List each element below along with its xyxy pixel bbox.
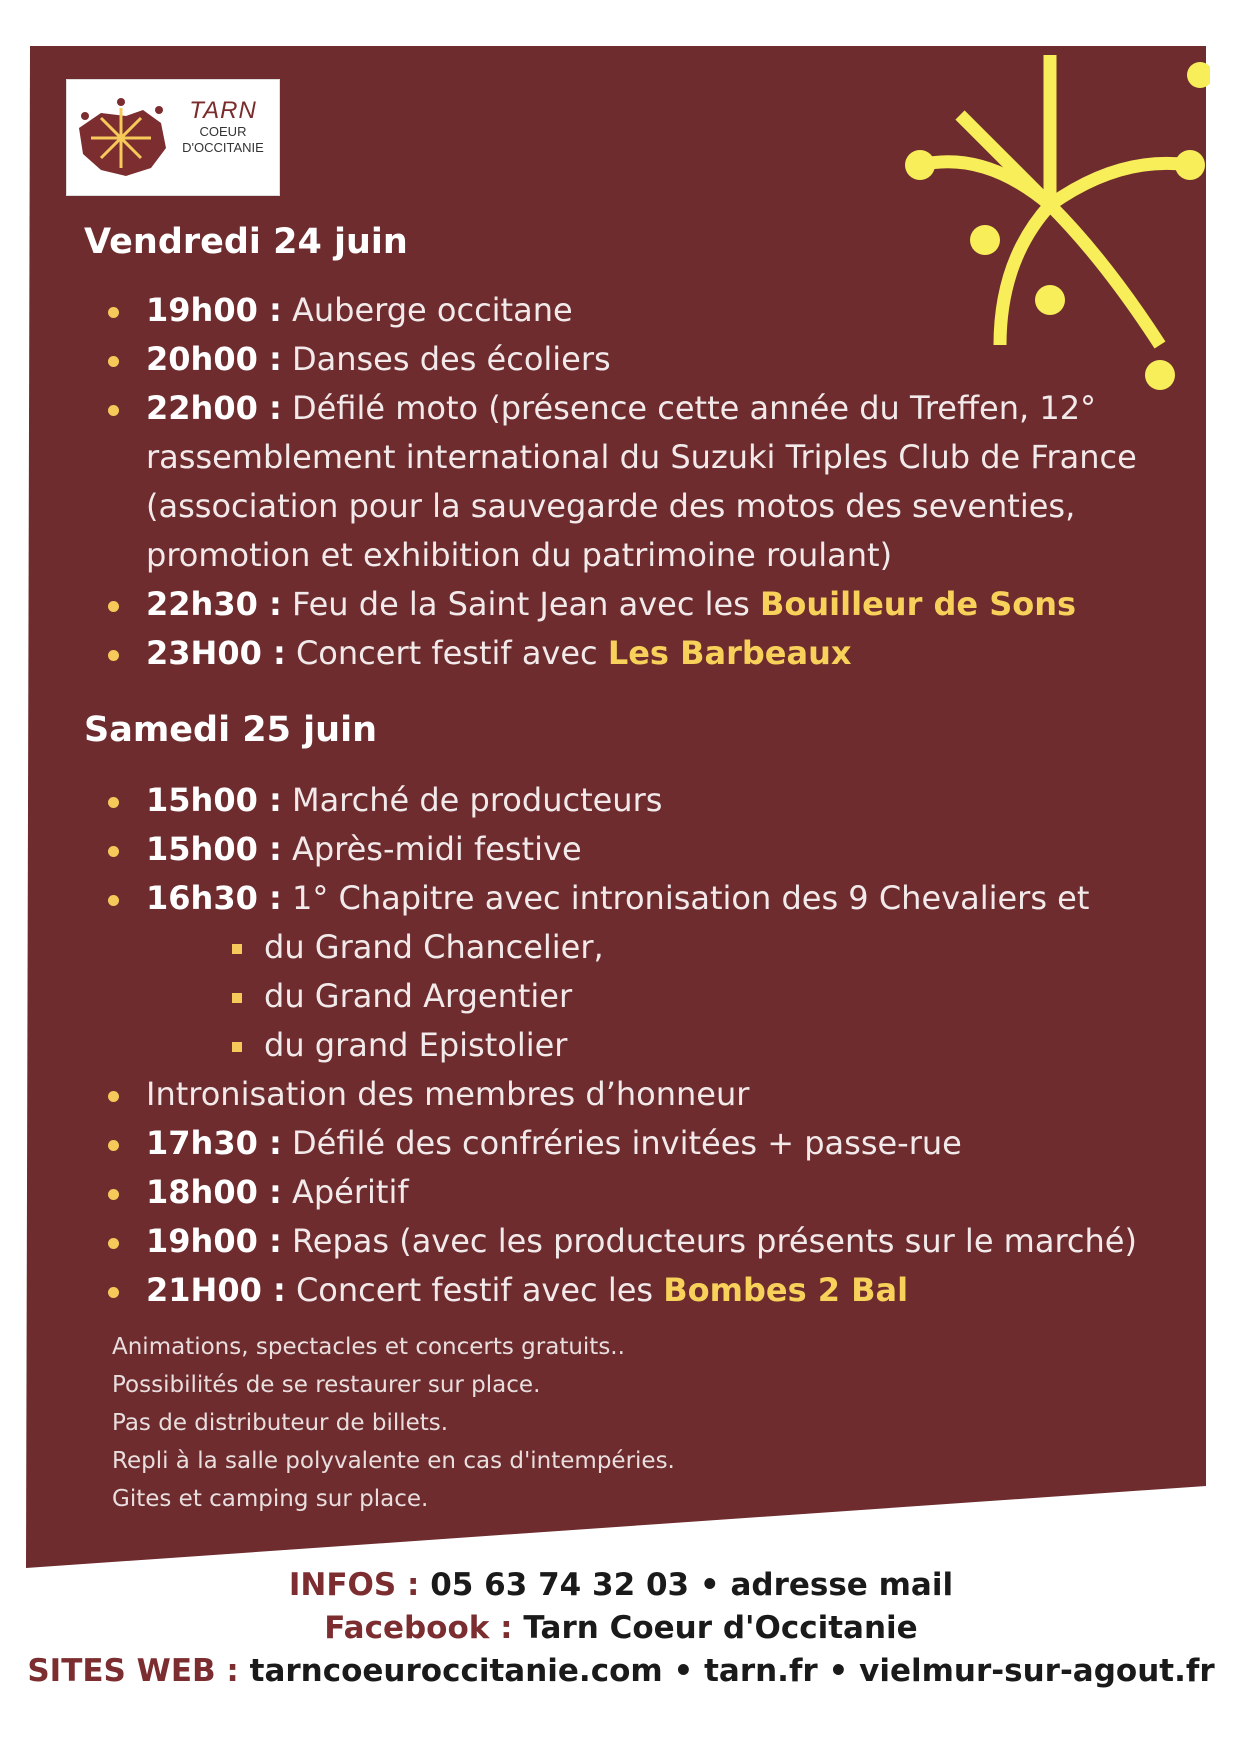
list-item: Intronisation des membres d’honneur	[100, 1070, 1137, 1119]
note-line: Gites et camping sur place.	[112, 1486, 429, 1512]
footer-infos: INFOS : 05 63 74 32 03 • adresse mail	[288, 1567, 954, 1603]
note-line: Possibilités de se restaurer sur place.	[112, 1372, 541, 1398]
list-item: 17h30 : Défilé des confréries invitées + passe-rue	[100, 1119, 1137, 1168]
note-line: Repli à la salle polyvalente en cas d'intempéries.	[112, 1448, 675, 1474]
sub-list-item: du grand Epistolier	[100, 1021, 1137, 1070]
saturday-schedule	[100, 776, 1137, 1315]
bullet-icon	[108, 895, 119, 906]
facebook-link[interactable]: Tarn Coeur d'Occitanie	[523, 1610, 918, 1646]
bullet-icon	[108, 1238, 119, 1249]
footer-facebook: Facebook : Tarn Coeur d'Occitanie	[324, 1610, 918, 1646]
saturday-heading: Samedi 25 juin	[84, 710, 377, 750]
friday-heading: Vendredi 24 juin	[84, 222, 408, 262]
logo-subtitle-1: COEUR	[199, 124, 247, 139]
practical-notes	[112, 1328, 675, 1518]
list-item: 21H00 : Concert festif avec les Bombes 2 Bal	[100, 1266, 1137, 1315]
note-line: Pas de distributeur de billets.	[112, 1410, 449, 1436]
bullet-icon	[108, 405, 119, 416]
list-item: 18h00 : Apéritif	[100, 1168, 1137, 1217]
list-item: 22h30 : Feu de la Saint Jean avec les Bouilleur de Sons	[100, 580, 1137, 629]
bullet-icon	[108, 650, 119, 661]
band-name: Bombes 2 Bal	[663, 1271, 909, 1309]
list-item: 16h30 : 1° Chapitre avec intronisation des 9 Chevaliers et	[100, 874, 1137, 923]
square-bullet-icon	[232, 944, 242, 954]
bullet-icon	[108, 1091, 119, 1102]
square-bullet-icon	[232, 1042, 242, 1052]
list-item: 19h00 : Repas (avec les producteurs présents sur le marché)	[100, 1217, 1137, 1266]
bullet-icon	[108, 307, 119, 318]
bullet-icon	[108, 846, 119, 857]
list-item: 20h00 : Danses des écoliers	[100, 335, 1137, 384]
sub-list-item: du Grand Chancelier,	[100, 923, 1137, 972]
square-bullet-icon	[232, 993, 242, 1003]
occitan-cross-icon	[71, 88, 176, 188]
sub-list-item: du Grand Argentier	[100, 972, 1137, 1021]
bullet-icon	[108, 797, 119, 808]
phone-number[interactable]: 05 63 74 32 03 • adresse mail	[430, 1567, 954, 1603]
list-item: 15h00 : Après-midi festive	[100, 825, 1137, 874]
band-name: Bouilleur de Sons	[760, 585, 1077, 623]
list-item: 23H00 : Concert festif avec Les Barbeaux	[100, 629, 1137, 678]
note-line: Animations, spectacles et concerts gratuits..	[112, 1334, 625, 1360]
list-item: 22h00 : Défilé moto (présence cette année du Treffen, 12° rassemblement international du Suzuki Triples Club de France (association pour la sauvegarde des motos des seventies, promotion et exhibition du patrimoine roulant)	[100, 384, 1137, 580]
list-item: 19h00 : Auberge occitane	[100, 286, 1137, 335]
bullet-icon	[108, 356, 119, 367]
friday-schedule	[100, 286, 1137, 678]
band-name: Les Barbeaux	[607, 634, 852, 672]
tarn-logo	[66, 79, 280, 196]
websites-links[interactable]: tarncoeuroccitanie.com • tarn.fr • vielmur-sur-agout.fr	[249, 1653, 1215, 1689]
logo-subtitle-2: D'OCCITANIE	[182, 140, 264, 155]
bullet-icon	[108, 1140, 119, 1151]
bullet-icon	[108, 601, 119, 612]
bullet-icon	[108, 1287, 119, 1298]
logo-title: TARN	[189, 97, 257, 124]
bullet-icon	[108, 1189, 119, 1200]
footer-websites: SITES WEB : tarncoeuroccitanie.com • tarn.fr • vielmur-sur-agout.fr	[27, 1653, 1215, 1689]
list-item: 15h00 : Marché de producteurs	[100, 776, 1137, 825]
